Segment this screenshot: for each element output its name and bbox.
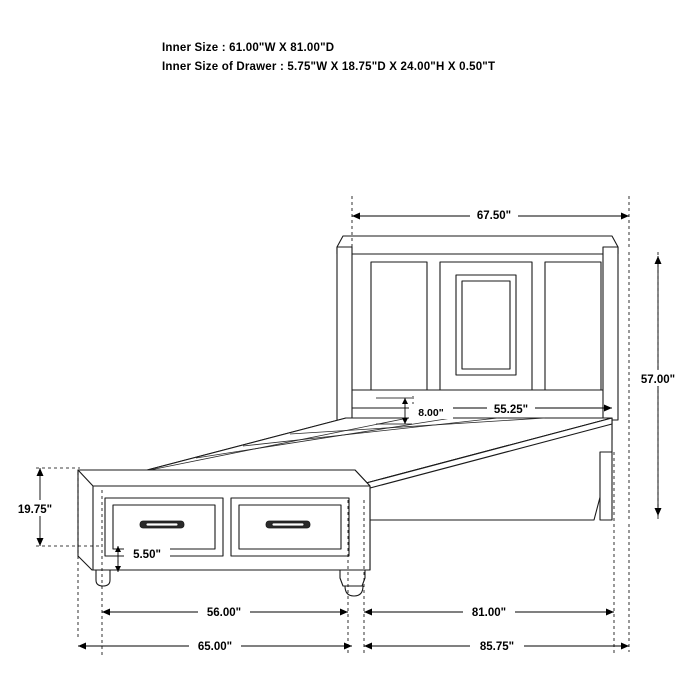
dim-headboard-width: 67.50" [476, 210, 512, 222]
dim-overall-footboard-width: 65.00" [197, 641, 233, 653]
inner-drawer-size-note: Inner Size of Drawer : 5.75"W X 18.75"D X 24.00"H X 0.50"T [162, 61, 496, 73]
dim-rail-height: 8.00" [418, 407, 444, 419]
dim-headboard-height: 57.00" [640, 374, 676, 386]
dim-overall-depth: 85.75" [479, 641, 515, 653]
dim-footboard-width: 56.00" [206, 607, 242, 619]
dim-bed-depth: 81.00" [471, 607, 507, 619]
dim-footboard-height: 19.75" [17, 504, 53, 516]
inner-size-note: Inner Size : 61.00"W X 81.00"D [162, 42, 335, 54]
dim-interior-width: 55.25" [493, 404, 529, 416]
dim-leg-height: 5.50" [133, 549, 161, 561]
